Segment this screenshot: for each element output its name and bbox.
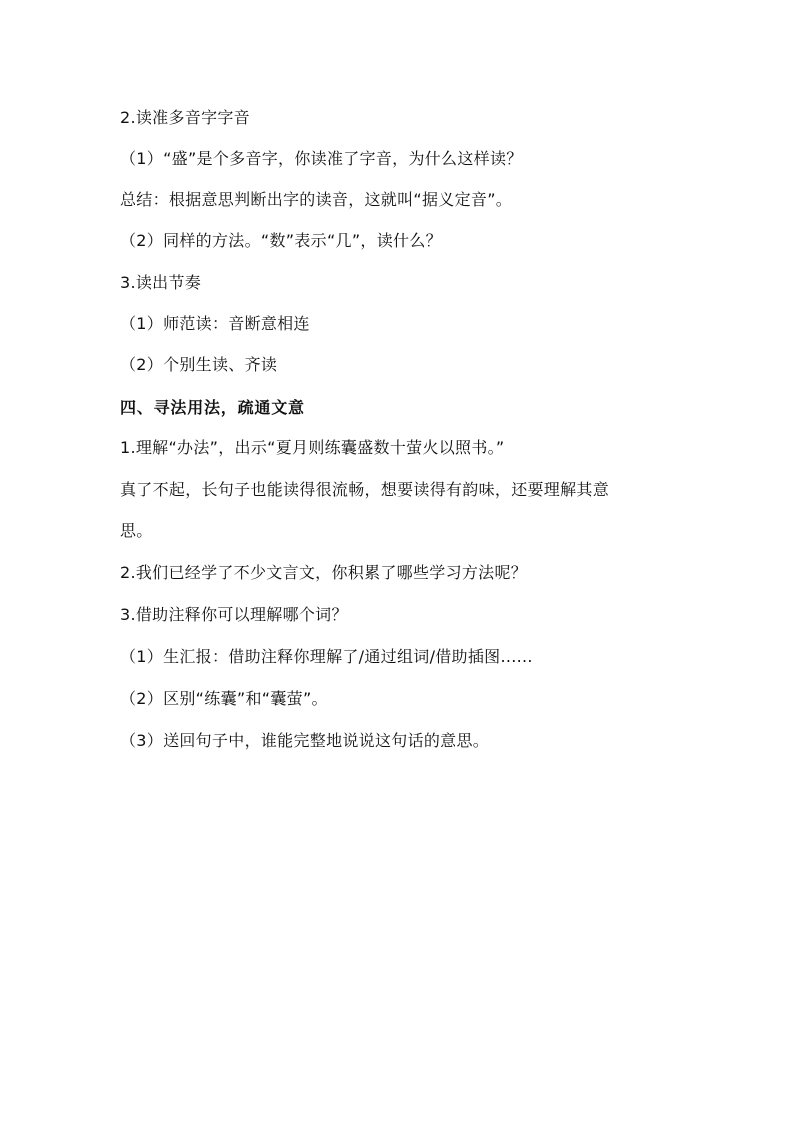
paragraph-line: 思。 <box>120 521 153 540</box>
question-line: 3.借助注释你可以理解哪个词？ <box>120 605 348 624</box>
section-heading-rhythm: 3.读出节奏 <box>120 273 202 292</box>
list-item: （2）区别“练囊”和“囊萤”。 <box>120 689 328 708</box>
question-line: 2.我们已经学了不少文言文，你积累了哪些学习方法呢？ <box>120 563 528 582</box>
question-line: （1）“盛”是个多音字，你读准了字音，为什么这样读？ <box>120 149 523 168</box>
question-line: （2）同样的方法。“数”表示“几”，读什么？ <box>120 231 442 250</box>
section-heading-polyphone: 2.读准多音字字音 <box>120 108 250 127</box>
summary-line: 总结：根据意思判断出字的读音，这就叫“据义定音”。 <box>120 190 513 209</box>
list-item: （3）送回句子中，谁能完整地说说这句话的意思。 <box>120 731 490 750</box>
main-heading-four: 四、寻法用法，疏通文意 <box>120 398 305 417</box>
list-item: （1）生汇报：借助注释你理解了/通过组词/借助插图...... <box>120 647 533 666</box>
list-item: （2）个别生读、齐读 <box>120 355 278 374</box>
list-item: （1）师范读：音断意相连 <box>120 314 310 333</box>
paragraph-line: 真了不起，长句子也能读得很流畅，想要读得有韵味，还要理解其意 <box>120 480 610 499</box>
list-item: 1.理解“办法”，出示“夏月则练囊盛数十萤火以照书。” <box>120 438 505 457</box>
